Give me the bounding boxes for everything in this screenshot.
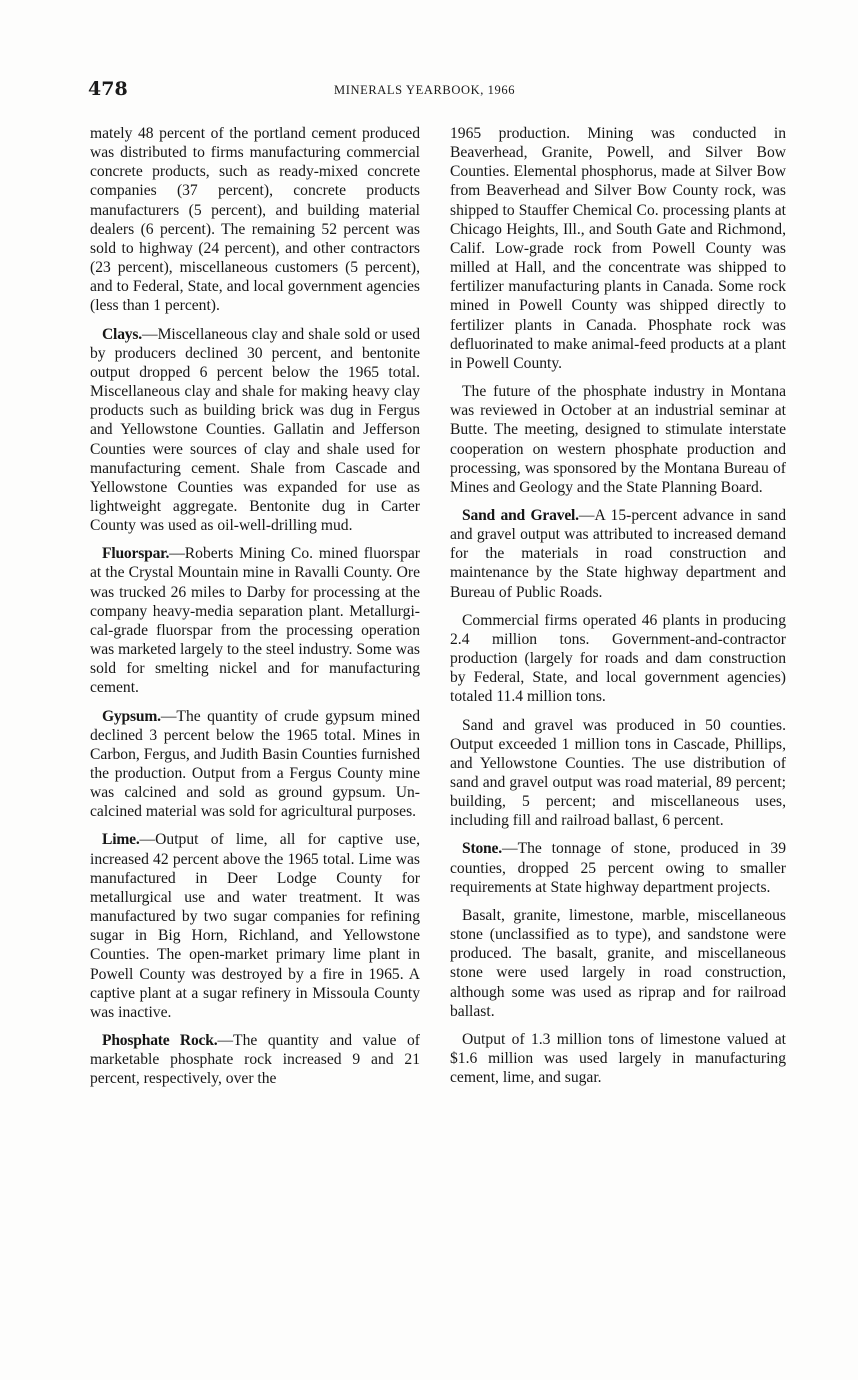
gypsum-heading: Gypsum. [102, 707, 161, 725]
sand-gravel-paragraph [450, 506, 786, 602]
sand-gravel-counties-paragraph: Sand and gravel was produced in 50 counties. Output exceeded 1 million tons in Cascade, Phillips, and Yellowstone Counties. The use distribution of sand and gravel output was road material, 89 percent; building, 5 percent; and miscellaneous uses, including fill and railroad ballast, 6 percent. [450, 716, 786, 830]
stone-heading: Stone. [462, 840, 502, 858]
lime-text: —Output of lime, all for captive use, increased 42 percent above the 1965 total. Lime was manufactured in Deer Lodge County for metallurgical use and water treatment. It was manufactured by two sugar companies for refining sugar in Big Horn, Richland, and Yellowstone Counties. The open-market primary lime plant in Powell County was destroyed by a fire in 1965. A captive plant at a sugar refinery in Missoula County was inactive. [90, 831, 420, 1021]
page-header [88, 78, 788, 108]
cement-continued-paragraph: mately 48 percent of the portland cement produced was distributed to firms manufacturing commercial concrete products, such as ready-mixed concrete companies (37 percent), concrete products manufacturers (5 percent), and building material dealers (6 percent). The remaining 52 percent was sold to highway (24 percent), and other contractors (23 percent), miscellaneous customers (5 percent), and to Federal, State, and local government agencies (less than 1 percent). [90, 125, 420, 315]
clays-text: —Miscellaneous clay and shale sold or used by producers declined 30 percent, and bentonite output dropped 6 percent below the 1965 total. Miscellaneous clay and shale for making heavy clay products such as building brick was dug in Fergus and Yellowstone Counties. Gallatin and Jefferson Counties were sources of clay and shale used for manufacturing cement. Shale from Cascade and Yellowstone Counties was expanded for use as lightweight aggregate. Bentonite dug in Carter County was used as oil-well-drilling mud. [90, 325, 420, 535]
fluorspar-text: —Roberts Mining Co. mined fluorspar at the Crystal Mountain mine in Ravalli County. Ore was trucked 26 miles to Darby for processing at the company heavy-media separation plant. Metallurgical-grade fluorspar from the processing operation was marketed largely to the steel industry. Some was sold for smelting nickel and for manufacturing cement. [90, 545, 420, 697]
phosphate-text: —The quantity and value of marketable phosphate rock increased 9 and 21 percent, respectively, over the [90, 1032, 420, 1088]
lime-paragraph [90, 830, 420, 1022]
right-column [450, 124, 786, 1096]
phosphate-heading: Phosphate Rock. [102, 1032, 218, 1050]
fluorspar-heading: Fluorspar. [102, 545, 170, 563]
lime-heading: Lime. [102, 831, 140, 849]
sand-gravel-text: —A 15-percent advance in sand and gravel output was attributed to increased demand for the materials in road construction and maintenance by the State highway department and Bureau of Public Roads. [450, 506, 786, 601]
phosphate-paragraph [90, 1031, 420, 1088]
fluorspar-paragraph [90, 544, 420, 697]
phosphate-future-paragraph: The future of the phosphate industry in Montana was reviewed in October at an industrial seminar at Butte. The meeting, designed to stimulate interstate cooperation on western phosphate production and processing, was sponsored by the Montana Bureau of Mines and Geology and the State Planning Board. [450, 383, 786, 496]
gypsum-text: —The quantity of crude gypsum mined declined 3 percent below the 1965 total. Mines in Carbon, Fergus, and Judith Basin Counties furnished the production. Output from a Fergus County mine was calcined and sold as ground gypsum. Uncalcined material was sold for agricultural purposes. [90, 707, 420, 821]
sand-gravel-plants-paragraph: Commercial firms operated 46 plants in producing 2.4 million tons. Government-and-contractor production (largely for roads and dam construction by Federal, State, and local government agencies) totaled 11.4 million tons. [450, 611, 786, 706]
stone-text: —The tonnage of stone, produced in 39 counties, dropped 25 percent owing to smaller requirements at State highway department projects. [450, 840, 786, 896]
stone-types-paragraph: Basalt, granite, limestone, marble, miscellaneous stone (unclassified as to type), and sandstone were produced. The basalt, granite, and miscellaneous stone were used largely in road construction, although some was used as riprap and for railroad ballast. [450, 906, 786, 1020]
clays-heading: Clays. [102, 325, 142, 343]
sand-gravel-heading: Sand and Gravel. [462, 506, 579, 524]
limestone-paragraph: Output of 1.3 million tons of limestone valued at $1.6 million was used largely in manufacturing cement, lime, and sugar. [450, 1030, 786, 1087]
left-column [90, 124, 420, 1098]
gypsum-paragraph [90, 707, 420, 822]
clays-paragraph [90, 325, 420, 536]
phosphate-continued-paragraph: 1965 production. Mining was conducted in Beaverhead, Granite, Powell, and Silver Bow Counties. Elemental phosphorus, made at Silver Bow from Beaverhead and Silver Bow County rock, was shipped to Stauffer Chemical Co. processing plants at Chicago Heights, Ill., and South Gate and Richmond, Calif. Low-grade rock from Powell County was milled at Hall, and the concentrate was shipped to fertilizer manufacturing plants in Canada. Some rock mined in Powell County was shipped directly to fertilizer plants in Canada. Phosphate rock was defluorinated to make animal-feed products at a plant in Powell County. [450, 125, 786, 372]
stone-paragraph [450, 839, 786, 896]
running-title: MINERALS YEARBOOK, 1966 [334, 83, 516, 97]
page-number: 478 [88, 78, 128, 100]
